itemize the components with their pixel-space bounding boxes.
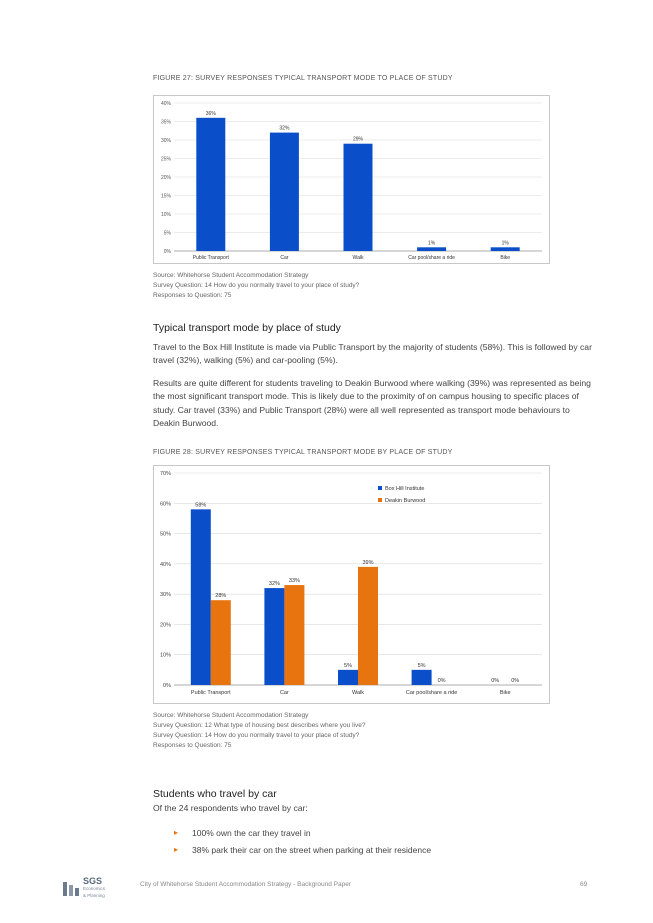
paragraph: Results are quite different for students traveling to Deakin Burwood where walking (39%) was represented as being the most significant transport mode. This is likely due to the proximity of on campus housing to specific places of study. Car travel (33%) and Public Transport (28%) were all well represented as transport mode behaviours to Deakin Burwood. xyxy=(153,378,591,428)
bar-box-hill xyxy=(191,509,211,685)
sgs-logo-icon xyxy=(62,880,80,898)
list-item xyxy=(174,824,431,841)
source-line: Source: Whitehorse Student Accommodation Strategy xyxy=(153,272,309,279)
footer-title: City of Whitehorse Student Accommodation Strategy - Background Paper xyxy=(140,881,351,888)
legend-swatch xyxy=(378,498,382,502)
legend-label: Deakin Burwood xyxy=(385,498,426,504)
x-tick-label: Walk xyxy=(351,690,365,696)
data-label: 5% xyxy=(344,662,352,669)
list-item-text: 100% own the car they travel in xyxy=(192,827,311,838)
x-tick-label: Bike xyxy=(499,690,511,696)
legend-swatch xyxy=(378,486,382,490)
y-tick-label: 50% xyxy=(159,531,171,538)
source-line: Responses to Question: 75 xyxy=(153,292,232,299)
y-tick-label: 30% xyxy=(159,592,171,599)
y-tick-label: 25% xyxy=(160,156,171,163)
section-heading: Students who travel by car xyxy=(153,788,277,800)
x-tick-label: Public Transport xyxy=(190,690,231,696)
paragraph: Of the 24 respondents who travel by car: xyxy=(153,803,308,813)
bullet-icon: ▸ xyxy=(174,845,179,854)
legend-label: Box Hill Institute xyxy=(385,486,425,492)
x-tick-label: Car xyxy=(280,255,289,261)
data-label: 1% xyxy=(427,240,436,247)
figure-28-caption: FIGURE 28: SURVEY RESPONSES TYPICAL TRANSPORT MODE BY PLACE OF STUDY xyxy=(153,449,453,456)
bar-deakin xyxy=(211,600,231,685)
logo-sub: & Planning xyxy=(83,893,105,898)
y-tick-label: 35% xyxy=(160,119,171,126)
y-tick-label: 15% xyxy=(160,193,171,200)
bar xyxy=(491,247,520,251)
bar xyxy=(196,118,225,251)
bar-box-hill xyxy=(264,588,284,685)
y-tick-label: 30% xyxy=(160,138,171,144)
page-number: 69 xyxy=(580,881,588,888)
source-line: Survey Question: 14 How do you normally travel to your place of study? xyxy=(153,282,360,289)
chart-1-svg xyxy=(154,96,549,263)
x-tick-label: Car xyxy=(279,690,289,696)
y-tick-label: 20% xyxy=(160,175,171,181)
data-label: 36% xyxy=(205,110,216,117)
y-tick-label: 5% xyxy=(163,230,171,237)
y-tick-label: 0% xyxy=(163,683,171,689)
figure-28-chart xyxy=(153,465,550,704)
x-tick-label: Public Transport xyxy=(192,255,229,261)
figure-27-chart xyxy=(153,95,550,264)
figure-27-caption: FIGURE 27: SURVEY RESPONSES TYPICAL TRANSPORT MODE TO PLACE OF STUDY xyxy=(153,75,453,82)
list-item xyxy=(174,841,431,858)
list-item-text: 38% park their car on the street when parking at their residence xyxy=(192,844,432,855)
source-line: Source: Whitehorse Student Accommodation Strategy xyxy=(153,712,309,719)
bullet-icon: ▸ xyxy=(174,828,179,837)
y-tick-label: 70% xyxy=(159,471,171,477)
data-label: 5% xyxy=(417,662,426,669)
logo-text: SGS xyxy=(83,876,103,886)
bar-box-hill xyxy=(412,670,432,685)
sgs-logo xyxy=(62,878,105,899)
x-tick-label: Bike xyxy=(500,255,511,261)
x-tick-label: Car pool/share a ride xyxy=(408,255,455,261)
bar xyxy=(270,133,299,251)
x-tick-label: Car pool/share a ride xyxy=(405,690,458,696)
paragraph: Travel to the Box Hill Institute is made via Public Transport by the majority of students (58%). This is followed by car travel (32%), walking (5%) and car-pooling (5%). xyxy=(153,342,592,366)
y-tick-label: 10% xyxy=(160,212,171,218)
y-tick-label: 20% xyxy=(159,622,171,629)
data-label: 32% xyxy=(279,125,290,132)
y-tick-label: 10% xyxy=(159,652,171,659)
source-line: Survey Question: 14 How do you normally travel to your place of study? xyxy=(153,732,360,739)
data-label: 0% xyxy=(511,678,520,684)
bullet-list xyxy=(174,824,431,858)
bar-deakin xyxy=(358,567,378,685)
figure-27-sources xyxy=(153,271,359,301)
data-label: 33% xyxy=(288,578,300,585)
chart-2-svg xyxy=(154,466,549,703)
data-label: 29% xyxy=(352,136,364,143)
data-label: 32% xyxy=(268,581,280,588)
data-label: 0% xyxy=(437,678,446,684)
y-tick-label: 0% xyxy=(163,249,171,255)
bar xyxy=(417,247,446,251)
section-heading: Typical transport mode by place of study xyxy=(153,322,341,334)
bar-deakin xyxy=(284,585,304,685)
data-label: 1% xyxy=(501,240,509,247)
data-label: 39% xyxy=(362,559,374,566)
data-label: 28% xyxy=(215,593,227,600)
figure-28-sources xyxy=(153,711,365,751)
bar-box-hill xyxy=(338,670,358,685)
source-line: Responses to Question: 75 xyxy=(153,742,232,749)
y-tick-label: 40% xyxy=(159,561,171,568)
y-tick-label: 60% xyxy=(159,501,171,508)
data-label: 0% xyxy=(491,678,500,684)
bar xyxy=(344,144,373,251)
logo-sub: Economics xyxy=(83,886,106,891)
data-label: 58% xyxy=(195,502,207,509)
y-tick-label: 40% xyxy=(160,101,171,107)
source-line: Survey Question: 12 What type of housing best describes where you live? xyxy=(153,722,366,729)
x-tick-label: Walk xyxy=(352,255,364,261)
